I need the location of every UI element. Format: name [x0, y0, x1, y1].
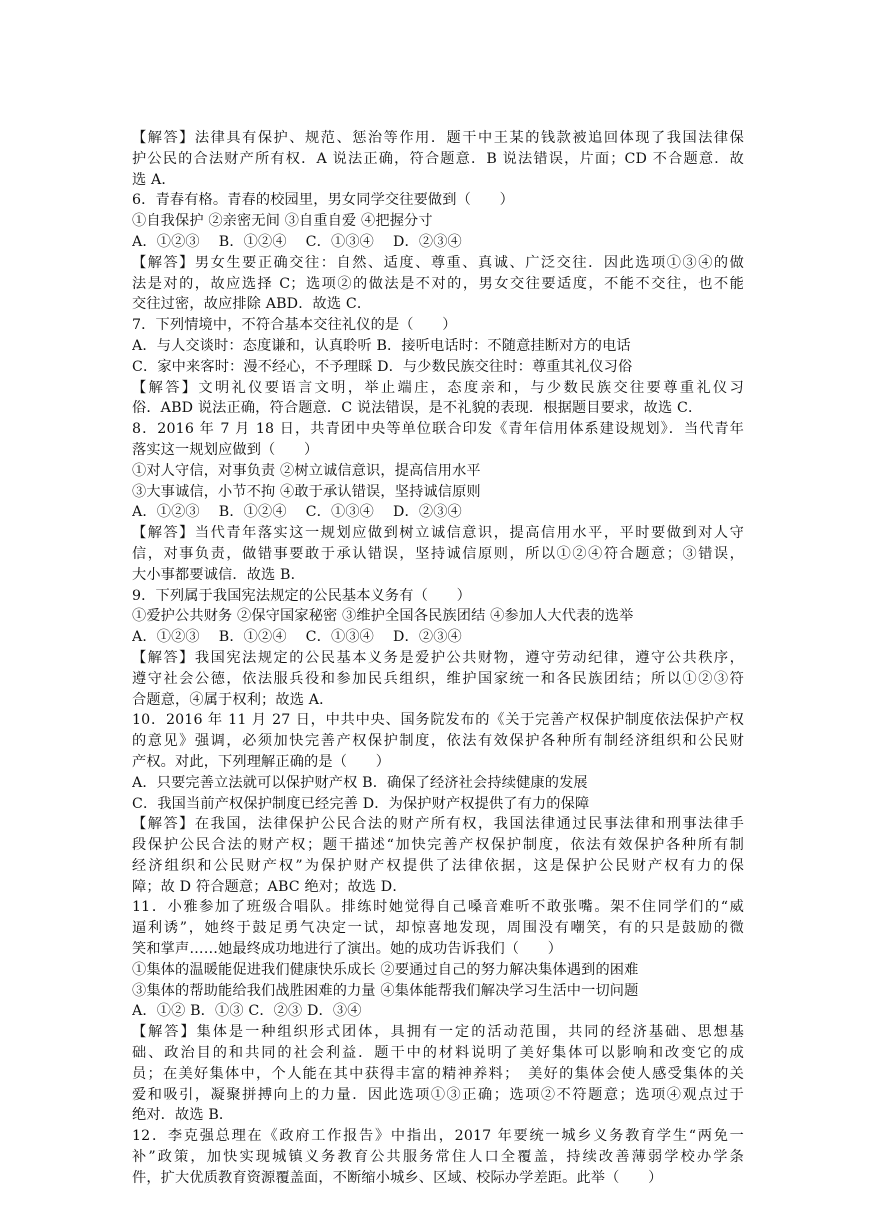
text-line: A．①②③ B．①②④ C．①③④ D．②③④ [132, 629, 462, 646]
text-line: A．①② B．①③ C．②③ D．③④ [132, 1003, 362, 1020]
text-line: 员；在美好集体中，个人能在其中获得丰富的精神养料； 美好的集体会使人感受集体的关 [132, 1065, 744, 1082]
text-line: 爱和吸引，凝聚拼搏向上的力量．因此选项①③正确；选项②不符题意；选项④观点过于 [132, 1086, 744, 1103]
text-line: A．①②③ B．①②④ C．①③④ D．②③④ [132, 233, 462, 250]
text-line: 11．小雅参加了班级合唱队。排练时她觉得自己嗓音难听不敢张嘴。架不住同学们的“威 [132, 899, 744, 916]
text-line: A．①②③ B．①②④ C．①③④ D．②③④ [132, 504, 462, 521]
text-line: ①集体的温暖能促进我们健康快乐成长 ②要通过自己的努力解决集体遇到的困难 [132, 961, 639, 978]
text-line: 绝对．故选 B． [132, 1107, 234, 1124]
text-line: 10．2016 年 11 月 27 日，中共中央、国务院发布的《关于完善产权保护制度依法保护产权 [132, 712, 744, 729]
text-line: ①爱护公共财务 ②保守国家秘密 ③维护全国各民族团结 ④参加人大代表的选举 [132, 608, 634, 625]
text-line: 12．李克强总理在《政府工作报告》中指出，2017 年要统一城乡义务教育学生“两免一 [132, 1128, 744, 1145]
text-line: 障；故 D 符合题意；ABC 绝对；故选 D． [132, 878, 407, 895]
text-line: 交往过密，故应排除 ABD．故选 C． [132, 296, 372, 313]
text-line: 产权。对此，下列理解正确的是（ ） [132, 753, 391, 770]
text-line: 经济组织和公民财产权”为保护财产权提供了法律依据，这是保护公民财产权有力的保 [132, 857, 744, 874]
text-line: A．只要完善立法就可以保护财产权 B．确保了经济社会持续健康的发展 [132, 774, 588, 791]
text-line: 础、政治目的和共同的社会利益．题干中的材料说明了美好集体可以影响和改变它的成 [132, 1045, 744, 1062]
text-line: 【解答】集体是一种组织形式团体，具拥有一定的活动范围，共同的经济基础、思想基 [132, 1024, 744, 1041]
text-line: 件，扩大优质教育资源覆盖面，不断缩小城乡、区域、校际办学差距。此举（ ） [132, 1169, 663, 1186]
text-line: 【解答】男女生要正确交往：自然、适度、尊重、真诚、广泛交往．因此选项①③④的做 [132, 254, 744, 271]
text-line: A．与人交谈时：态度谦和，认真聆听 B．接听电话时：不随意挂断对方的电话 [132, 337, 631, 354]
text-line: 【解答】法律具有保护、规范、惩治等作用．题干中王某的钱款被追回体现了我国法律保 [132, 130, 744, 146]
text-line: ①对人守信，对事负责 ②树立诚信意识，提高信用水平 [132, 462, 481, 479]
text-line: 7．下列情境中，不符合基本交往礼仪的是（ ） [132, 317, 457, 334]
text-line: 落实这一规划应做到（ ） [132, 441, 319, 458]
text-line: 段保护公民合法的财产权；题干描述“加快完善产权保护制度，依法有效保护各种所有制 [132, 837, 744, 854]
text-line: C．家中来客时：漫不经心，不予理睬 D．与少数民族交往时：尊重其礼仪习俗 [132, 358, 633, 375]
text-line: ①自我保护 ②亲密无间 ③自重自爱 ④把握分寸 [132, 213, 433, 230]
text-line: 逼利诱”，她终于鼓足勇气决定一试，却惊喜地发现，周围没有嘲笑，有的只是鼓励的微 [132, 920, 744, 937]
text-line: 法是对的，故应选择 C；选项②的做法是不对的，男女交往要适度，不能不交往，也不能 [132, 275, 744, 292]
text-line: 6．青春有格。青春的校园里，男女同学交往要做到（ ） [132, 192, 514, 209]
text-line: 9．下列属于我国宪法规定的公民基本义务有（ ） [132, 587, 471, 604]
text-line: 大小事都要诚信．故选 B． [132, 566, 305, 583]
text-line: ③集体的帮助能给我们战胜困难的力量 ④集体能帮我们解决学习生活中一切问题 [132, 982, 639, 999]
text-line: 【解答】我国宪法规定的公民基本义务是爱护公共财物，遵守劳动纪律，遵守公共秩序， [132, 649, 744, 666]
text-line: C．我国当前产权保护制度已经完善 D．为保护财产权提供了有力的保障 [132, 795, 590, 812]
text-line: 的意见》强调，必须加快完善产权保护制度，依法有效保护各种所有制经济组织和公民财 [132, 733, 744, 750]
document-page [132, 128, 744, 1189]
text-line: 补”政策，加快实现城镇义务教育公共服务常住人口全覆盖，持续改善薄弱学校办学条 [132, 1149, 744, 1166]
text-line: 8．2016 年 7 月 18 日，共青团中央等单位联合印发《青年信用体系建设规划》．当代青年 [132, 421, 744, 438]
text-line: 合题意，④属于权利；故选 A． [132, 691, 334, 708]
text-line: 遵守社会公德，依法服兵役和参加民兵组织，维护国家统一和各民族团结；所以①②③符 [132, 670, 744, 687]
text-line: 【解答】文明礼仪要语言文明，举止端庄，态度亲和，与少数民族交往要尊重礼仪习 [132, 379, 744, 396]
text-line: 选 A． [132, 171, 176, 188]
text-line: 信，对事负责，做错事要敢于承认错误，坚持诚信原则，所以①②④符合题意；③错误， [132, 545, 744, 562]
text-line: ③大事诚信，小节不拘 ④敢于承认错误，坚持诚信原则 [132, 483, 481, 500]
text-line: 【解答】当代青年落实这一规划应做到树立诚信意识，提高信用水平，平时要做到对人守 [132, 525, 744, 542]
text-line: 俗．ABD 说法正确，符合题意．C 说法错误，是不礼貌的表现．根据题目要求，故选 C． [132, 400, 703, 417]
text-line: 笑和掌声……她最终成功地进行了演出。她的成功告诉我们（ ） [132, 941, 563, 958]
text-line: 护公民的合法财产所有权．A 说法正确，符合题意．B 说法错误，片面；CD 不合题意．故 [132, 150, 744, 167]
text-line: 【解答】在我国，法律保护公民合法的财产所有权，我国法律通过民事法律和刑事法律手 [132, 816, 744, 833]
